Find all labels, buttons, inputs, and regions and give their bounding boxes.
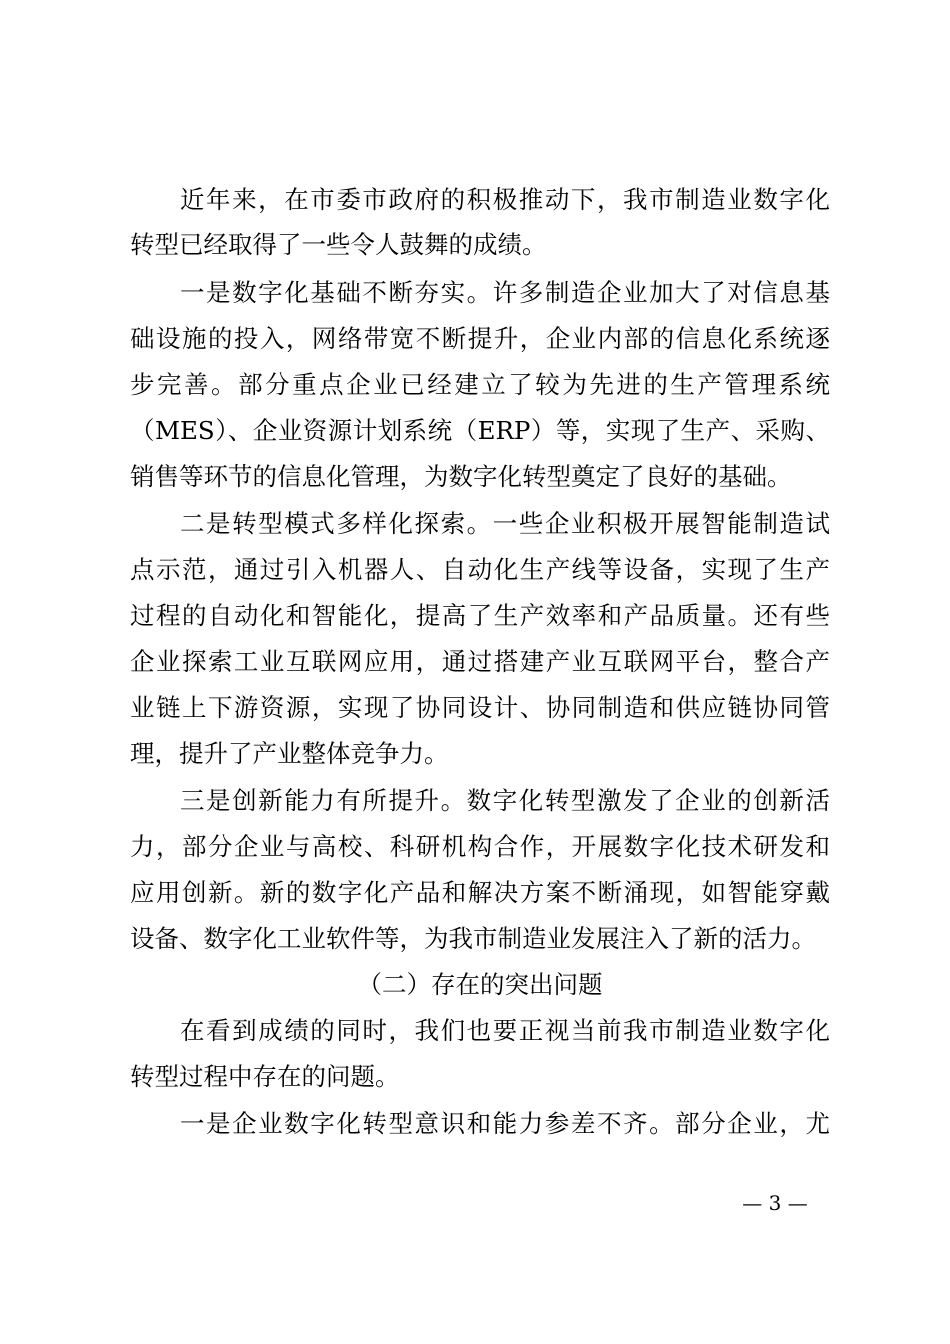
paragraph-6-line-1: 一是企业数字化转型意识和能力参差不齐。部分企业，尤 [180, 1109, 830, 1138]
paragraph-5-line-1: 在看到成绩的同时，我们也要正视当前我市制造业数字化 [180, 1016, 830, 1045]
page-number: — 3 — [742, 1191, 808, 1215]
paragraph-3-line-5: 业链上下游资源，实现了协同设计、协同制造和供应链协同管 [130, 693, 830, 722]
paragraph-3-line-2: 点示范，通过引入机器人、自动化生产线等设备，实现了生产 [130, 555, 830, 584]
paragraph-2-line-2: 础设施的投入，网络带宽不断提升，企业内部的信息化系统逐 [130, 324, 830, 353]
paragraph-3-line-6: 理，提升了产业整体竞争力。 [130, 739, 449, 768]
paragraph-3-line-1: 二是转型模式多样化探索。一些企业积极开展智能制造试 [180, 509, 830, 538]
paragraph-4-line-4: 设备、数字化工业软件等，为我市制造业发展注入了新的活力。 [130, 924, 816, 953]
paragraph-3-line-4: 企业探索工业互联网应用，通过搭建产业互联网平台，整合产 [130, 647, 830, 676]
section-heading: （二）存在的突出问题 [357, 970, 603, 999]
paragraph-2-line-1: 一是数字化基础不断夯实。许多制造企业加大了对信息基 [180, 278, 830, 307]
paragraph-4-line-3: 应用创新。新的数字化产品和解决方案不断涌现，如智能穿戴 [130, 878, 830, 907]
paragraph-2-line-3: 步完善。部分重点企业已经建立了较为先进的生产管理系统 [130, 370, 830, 399]
paragraph-5-line-2: 转型过程中存在的问题。 [130, 1062, 400, 1091]
paragraph-2-line-5: 销售等环节的信息化管理，为数字化转型奠定了良好的基础。 [130, 462, 792, 491]
paragraph-1-line-1: 近年来，在市委市政府的积极推动下，我市制造业数字化 [180, 185, 830, 214]
paragraph-1-line-2: 转型已经取得了一些令人鼓舞的成绩。 [130, 230, 547, 259]
paragraph-4-line-2: 力，部分企业与高校、科研机构合作，开展数字化技术研发和 [130, 832, 830, 861]
paragraph-3-line-3: 过程的自动化和智能化，提高了生产效率和产品质量。还有些 [130, 601, 830, 630]
paragraph-4-line-1: 三是创新能力有所提升。数字化转型激发了企业的创新活 [180, 786, 830, 815]
paragraph-2-line-4: （MES）、企业资源计划系统（ERP）等，实现了生产、采购、 [130, 416, 830, 445]
